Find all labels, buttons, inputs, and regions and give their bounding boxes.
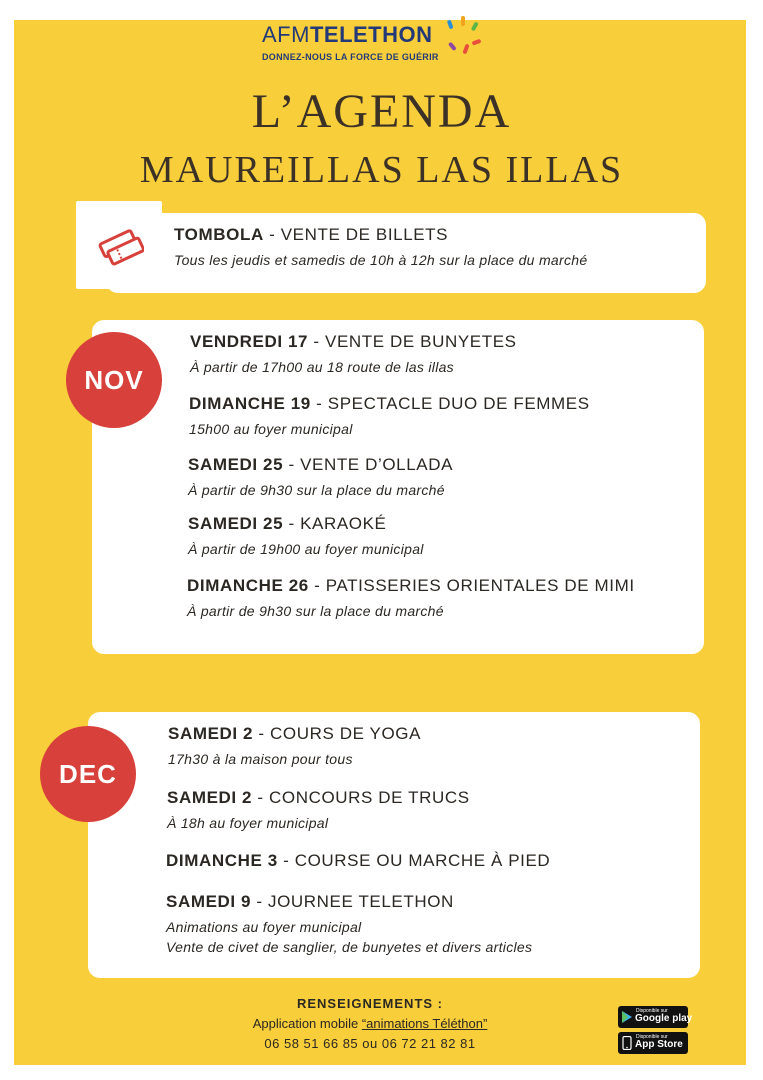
event-title: - VENTE DE BUNYETES (308, 332, 517, 351)
event-heading (167, 788, 470, 808)
event-heading (188, 514, 424, 534)
event-detail: À partir de 17h00 au 18 route de las illas (190, 359, 454, 375)
logo-tagline: DONNEZ-NOUS LA FORCE DE GUÉRIR (262, 52, 439, 62)
event-day: SAMEDI 2 (167, 788, 253, 807)
event-title: - COURS DE YOGA (253, 724, 422, 743)
event-title: - KARAOKÉ (283, 514, 387, 533)
phone-icon (621, 1036, 633, 1050)
event-heading (174, 225, 587, 245)
event-day: DIMANCHE 26 (187, 576, 309, 595)
event-item (166, 851, 550, 871)
logo-name (262, 22, 433, 48)
event-title: - COURSE OU MARCHE À PIED (277, 851, 551, 870)
event-day: SAMEDI 25 (188, 455, 284, 474)
event-heading (190, 332, 517, 352)
footer-app (210, 1016, 530, 1031)
event-title: - VENTE DE BILLETS (263, 225, 449, 244)
event-day: TOMBOLA (174, 225, 264, 244)
afm-telethon-logo (262, 22, 492, 82)
event-detail-2: Vente de civet de sanglier, de bunyetes et divers articles (166, 939, 533, 955)
page-subtitle: MAUREILLAS LAS ILLAS (139, 149, 624, 191)
event-detail: Tous les jeudis et samedis de 10h à 12h sur la place du marché (174, 252, 588, 268)
event-detail: À 18h au foyer municipal (167, 815, 329, 831)
event-item (189, 394, 590, 437)
event-detail: 17h30 à la maison pour tous (168, 751, 353, 767)
event-heading (187, 576, 635, 596)
event-heading (166, 851, 550, 871)
event-item (190, 332, 517, 375)
footer-title-text: RENSEIGNEMENTS (296, 996, 434, 1011)
google-play-label: Google play (635, 1013, 693, 1024)
google-play-icon (621, 1010, 633, 1024)
event-title: - CONCOURS DE TRUCS (252, 788, 470, 807)
event-day: SAMEDI 2 (168, 724, 254, 743)
november-badge: NOV (66, 332, 162, 428)
event-title: - VENTE D’OLLADA (283, 455, 454, 474)
logo-name-bold: TELETHON (309, 22, 433, 47)
event-day: SAMEDI 9 (166, 892, 252, 911)
event-day: VENDREDI 17 (190, 332, 309, 351)
event-day: SAMEDI 25 (188, 514, 284, 533)
event-title: - JOURNEE TELETHON (251, 892, 454, 911)
app-store-badge[interactable] (618, 1032, 688, 1054)
app-store-label: App Store (635, 1039, 683, 1050)
event-heading (166, 892, 532, 912)
event-detail: À partir de 9h30 sur la place du marché (188, 482, 445, 498)
event-heading (189, 394, 590, 414)
footer-app-prefix: Application mobile (252, 1016, 362, 1031)
google-play-badge[interactable] (618, 1006, 693, 1028)
footer-colon: : (433, 996, 444, 1011)
event-detail: Animations au foyer municipal (166, 919, 362, 935)
google-play-small: Disponible sur (636, 1008, 668, 1014)
event-day: DIMANCHE 3 (166, 851, 278, 870)
footer-app-name: “animations Téléthon” (361, 1016, 488, 1031)
event-day: DIMANCHE 19 (189, 394, 311, 413)
event-detail: À partir de 9h30 sur la place du marché (187, 603, 444, 619)
event-item (188, 455, 453, 498)
event-title: - PATISSERIES ORIENTALES DE MIMI (308, 576, 635, 595)
event-title: - SPECTACLE DUO DE FEMMES (310, 394, 590, 413)
event-detail: À partir de 19h00 au foyer municipal (188, 541, 424, 557)
event-heading (168, 724, 421, 744)
event-item (166, 892, 532, 955)
footer-info (210, 996, 530, 1051)
event-item (168, 724, 421, 767)
event-item (187, 576, 635, 619)
december-badge: DEC (40, 726, 136, 822)
tombola-event (174, 225, 587, 268)
telethon-star-icon (444, 16, 484, 64)
footer-title (210, 996, 530, 1011)
logo-prefix: AFM (262, 22, 310, 47)
app-store-small: Disponible sur (636, 1034, 668, 1040)
event-detail: 15h00 au foyer municipal (189, 421, 353, 437)
footer-phones: 06 58 51 66 85 ou 06 72 21 82 81 (264, 1036, 476, 1051)
event-heading (188, 455, 453, 475)
event-item (167, 788, 470, 831)
event-item (188, 514, 424, 557)
page-title: L’AGENDA (251, 85, 512, 138)
ticket-icon (96, 222, 144, 270)
